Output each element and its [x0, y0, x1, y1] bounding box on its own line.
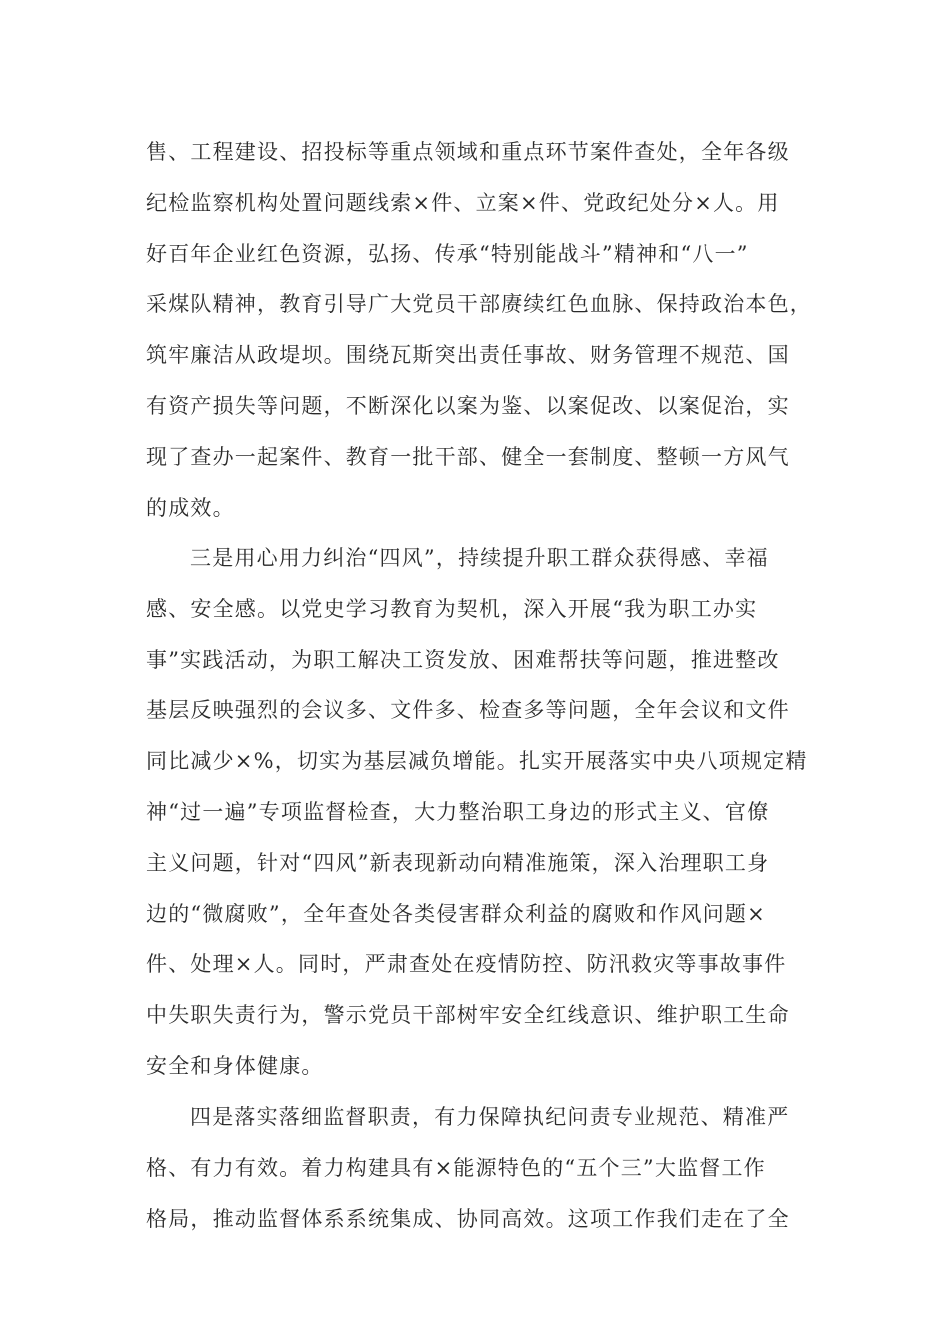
- paragraph-line: 格、有力有效。着力构建具有×能源特色的“五个三”大监督工作: [146, 1155, 766, 1180]
- paragraph-line: 感、安全感。以党史学习教育为契机，深入开展“我为职工办实: [146, 596, 758, 621]
- paragraph-line: 筑牢廉洁从政堤坝。围绕瓦斯突出责任事故、财务管理不规范、国: [146, 343, 790, 368]
- paragraph-line: 现了查办一起案件、教育一批干部、健全一套制度、整顿一方风气: [146, 444, 790, 469]
- paragraph-line: 有资产损失等问题，不断深化以案为鉴、以案促改、以案促治，实: [146, 393, 790, 418]
- paragraph-line: 神“过一遍”专项监督检查，大力整治职工身边的形式主义、官僚: [146, 799, 770, 824]
- paragraph-line: 同比减少×%，切实为基层减负增能。扎实开展落实中央八项规定精: [146, 749, 808, 774]
- paragraph-line: 安全和身体健康。: [146, 1053, 324, 1078]
- paragraph-line: 基层反映强烈的会议多、文件多、检查多等问题，全年会议和文件: [146, 698, 790, 723]
- paragraph-line: 四是落实落细监督职责，有力保障执纪问责专业规范、精准严: [190, 1105, 790, 1129]
- paragraph-line: 售、工程建设、招投标等重点领域和重点环节案件查处，全年各级: [146, 140, 790, 164]
- paragraph-3: [146, 1092, 806, 1244]
- paragraph-line: 主义问题，针对“四风”新表现新动向精准施策，深入治理职工身: [146, 850, 770, 875]
- paragraph-line: 格局，推动监督体系系统集成、协同高效。这项工作我们走在了全: [146, 1206, 790, 1231]
- paragraph-line: 件、处理×人。同时，严肃查处在疫情防控、防汛救灾等事故事件: [146, 952, 787, 977]
- paragraph-line: 采煤队精神，教育引导广大党员干部赓续红色血脉、保持政治本色，: [146, 292, 812, 317]
- paragraph-line: 的成效。: [146, 495, 235, 520]
- paragraph-line: 纪检监察机构处置问题线索×件、立案×件、党政纪处分×人。用: [146, 190, 780, 215]
- paragraph-1: [146, 127, 812, 533]
- paragraph-line: 三是用心用力纠治“四风”，持续提升职工群众获得感、幸福: [190, 546, 769, 570]
- paragraph-line: 中失职失责行为，警示党员干部树牢安全红线意识、维护职工生命: [146, 1003, 790, 1028]
- paragraph-2: [146, 533, 806, 1092]
- paragraph-line: 边的“微腐败”，全年查处各类侵害群众利益的腐败和作风问题×: [146, 901, 766, 926]
- paragraph-line: 事”实践活动，为职工解决工资发放、困难帮扶等问题，推进整改: [146, 647, 780, 672]
- paragraph-line: 好百年企业红色资源，弘扬、传承“特别能战斗”精神和“八一”: [146, 241, 749, 266]
